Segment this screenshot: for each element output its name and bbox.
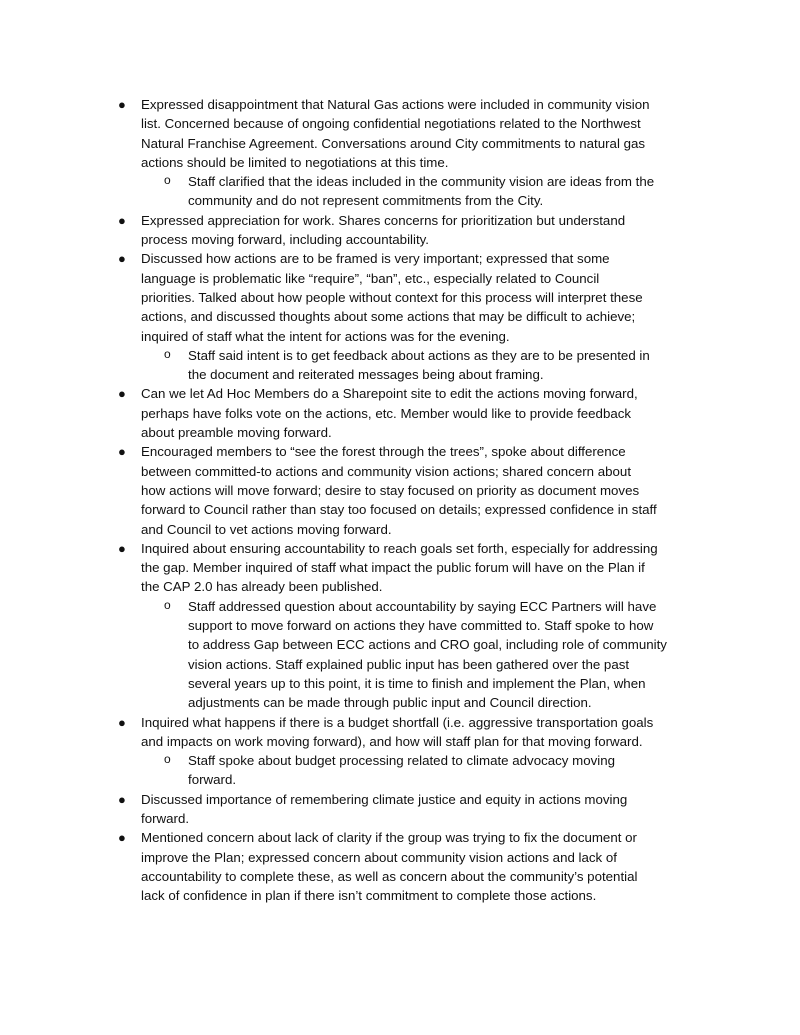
text-line bbox=[0, 616, 800, 635]
text-line bbox=[0, 809, 800, 828]
line-text: several years up to this point, it is time to finish and implement the Plan, when bbox=[188, 675, 646, 691]
line-text: the document and reiterated messages being about framing. bbox=[188, 367, 544, 383]
line-text: Staff spoke about budget processing related to climate advocacy moving bbox=[188, 753, 615, 769]
text-line bbox=[0, 153, 800, 172]
bullet-icon: ● bbox=[118, 212, 126, 228]
text-line bbox=[0, 770, 800, 789]
line-text: Expressed disappointment that Natural Gas actions were included in community vision bbox=[141, 97, 650, 112]
text-line bbox=[0, 327, 800, 346]
meeting-notes-list bbox=[0, 95, 800, 905]
text-line bbox=[0, 462, 800, 481]
bullet-icon: ● bbox=[118, 386, 126, 402]
line-text: language is problematic like “require”, “ban”, etc., especially related to Council bbox=[141, 270, 600, 286]
sub-list-item bbox=[0, 597, 800, 713]
text-line bbox=[0, 442, 800, 461]
line-text: support to move forward on actions they have committed to. Staff spoke to how bbox=[188, 618, 654, 634]
line-text: Natural Franchise Agreement. Conversations around City commitments to natural gas bbox=[141, 135, 646, 151]
bullet-icon: ● bbox=[118, 714, 126, 730]
line-text: how actions will move forward; desire to stay focused on priority as document moves bbox=[141, 482, 640, 498]
line-text: between committed-to actions and community vision actions; shared concern about bbox=[141, 463, 632, 479]
line-text: forward. bbox=[141, 810, 190, 826]
text-line bbox=[0, 732, 800, 751]
sub-bullet-icon: o bbox=[164, 346, 171, 361]
line-text: the CAP 2.0 has already been published. bbox=[141, 579, 383, 595]
sub-bullet-icon: o bbox=[164, 173, 171, 188]
line-text: the gap. Member inquired of staff what impact the public forum will have on the Plan if bbox=[141, 560, 645, 576]
line-text: lack of confidence in plan if there isn’t commitment to complete those actions. bbox=[141, 888, 597, 904]
list-item bbox=[0, 539, 800, 713]
text-line bbox=[0, 95, 800, 114]
line-text: Mentioned concern about lack of clarity if the group was trying to fix the document or bbox=[141, 830, 637, 846]
line-text: adjustments can be made through public input and Council direction. bbox=[188, 695, 592, 711]
line-text: accountability to complete these, as well as concern about the community’s potential bbox=[141, 868, 638, 884]
sub-bullet-icon: o bbox=[164, 752, 171, 767]
line-text: community and do not represent commitments from the City. bbox=[188, 193, 544, 209]
text-line bbox=[0, 114, 800, 133]
line-text: Staff addressed question about accountability by saying ECC Partners will have bbox=[188, 598, 657, 614]
list-item bbox=[0, 249, 800, 384]
line-text: vision actions. Staff explained public input has been gathered over the past bbox=[188, 656, 630, 672]
line-text: Can we let Ad Hoc Members do a Sharepoint site to edit the actions moving forward, bbox=[141, 386, 638, 402]
line-text: forward to Council rather than stay too focused on details; expressed confidence in staff bbox=[141, 502, 657, 518]
line-text: about preamble moving forward. bbox=[141, 425, 332, 441]
line-text: Staff clarified that the ideas included in the community vision are ideas from the bbox=[188, 174, 655, 190]
bullet-icon: ● bbox=[118, 251, 126, 267]
line-text: Discussed how actions are to be framed is very important; expressed that some bbox=[141, 251, 610, 267]
bullet-icon: ● bbox=[118, 830, 126, 846]
text-line bbox=[0, 635, 800, 654]
text-line bbox=[0, 288, 800, 307]
list-item bbox=[0, 384, 800, 442]
text-line bbox=[0, 713, 800, 732]
line-text: Inquired about ensuring accountability to reach goals set forth, especially for addressing bbox=[141, 540, 658, 556]
text-line bbox=[0, 848, 800, 867]
text-line bbox=[0, 693, 800, 712]
text-line bbox=[0, 577, 800, 596]
line-text: Expressed appreciation for work. Shares concerns for prioritization but understand bbox=[141, 212, 626, 228]
text-line bbox=[0, 346, 800, 365]
text-line bbox=[0, 191, 800, 210]
bullet-icon: ● bbox=[118, 444, 126, 460]
line-text: to address Gap between ECC actions and CRO goal, including role of community bbox=[188, 637, 667, 653]
text-line bbox=[0, 886, 800, 905]
text-line bbox=[0, 790, 800, 809]
line-text: Encouraged members to “see the forest through the trees”, spoke about difference bbox=[141, 444, 626, 460]
text-line bbox=[0, 500, 800, 519]
text-line bbox=[0, 520, 800, 539]
text-line bbox=[0, 539, 800, 558]
line-text: Discussed importance of remembering climate justice and equity in actions moving bbox=[141, 791, 628, 807]
sub-list-item bbox=[0, 751, 800, 790]
text-line bbox=[0, 307, 800, 326]
text-line bbox=[0, 384, 800, 403]
line-text: inquired of staff what the intent for actions was for the evening. bbox=[141, 328, 510, 344]
list-item bbox=[0, 713, 800, 790]
list-item bbox=[0, 95, 800, 211]
line-text: actions should be limited to negotiations at this time. bbox=[141, 154, 449, 170]
text-line bbox=[0, 211, 800, 230]
text-line bbox=[0, 558, 800, 577]
line-text: Staff said intent is to get feedback about actions as they are to be presented in bbox=[188, 347, 650, 363]
list-item bbox=[0, 442, 800, 538]
text-line bbox=[0, 230, 800, 249]
text-line bbox=[0, 134, 800, 153]
text-line bbox=[0, 597, 800, 616]
line-text: Inquired what happens if there is a budget shortfall (i.e. aggressive transportation goals bbox=[141, 714, 654, 730]
text-line bbox=[0, 655, 800, 674]
line-text: list. Concerned because of ongoing confidential negotiations related to the Northwest bbox=[141, 116, 641, 132]
text-line bbox=[0, 674, 800, 693]
line-text: improve the Plan; expressed concern about community vision actions and lack of bbox=[141, 849, 617, 865]
text-line bbox=[0, 828, 800, 847]
text-line bbox=[0, 249, 800, 268]
line-text: forward. bbox=[188, 772, 237, 788]
line-text: process moving forward, including accountability. bbox=[141, 232, 429, 248]
text-line bbox=[0, 404, 800, 423]
line-text: and impacts on work moving forward), and how will staff plan for that moving forward. bbox=[141, 733, 643, 749]
line-text: and Council to vet actions moving forward. bbox=[141, 521, 392, 537]
list-item bbox=[0, 828, 800, 905]
text-line bbox=[0, 269, 800, 288]
text-line bbox=[0, 423, 800, 442]
bullet-icon: ● bbox=[118, 791, 126, 807]
text-line bbox=[0, 867, 800, 886]
text-line bbox=[0, 751, 800, 770]
text-line bbox=[0, 172, 800, 191]
bullet-icon: ● bbox=[118, 540, 126, 556]
bullet-icon: ● bbox=[118, 97, 126, 112]
line-text: perhaps have folks vote on the actions, etc. Member would like to provide feedback bbox=[141, 405, 632, 421]
text-line bbox=[0, 481, 800, 500]
sub-list-item bbox=[0, 172, 800, 211]
sub-list-item bbox=[0, 346, 800, 385]
list-item bbox=[0, 211, 800, 250]
sub-bullet-icon: o bbox=[164, 597, 171, 612]
list-item bbox=[0, 790, 800, 829]
line-text: priorities. Talked about how people without context for this process will interpret these bbox=[141, 289, 643, 305]
line-text: actions, and discussed thoughts about some actions that may be difficult to achieve; bbox=[141, 309, 636, 325]
text-line bbox=[0, 365, 800, 384]
